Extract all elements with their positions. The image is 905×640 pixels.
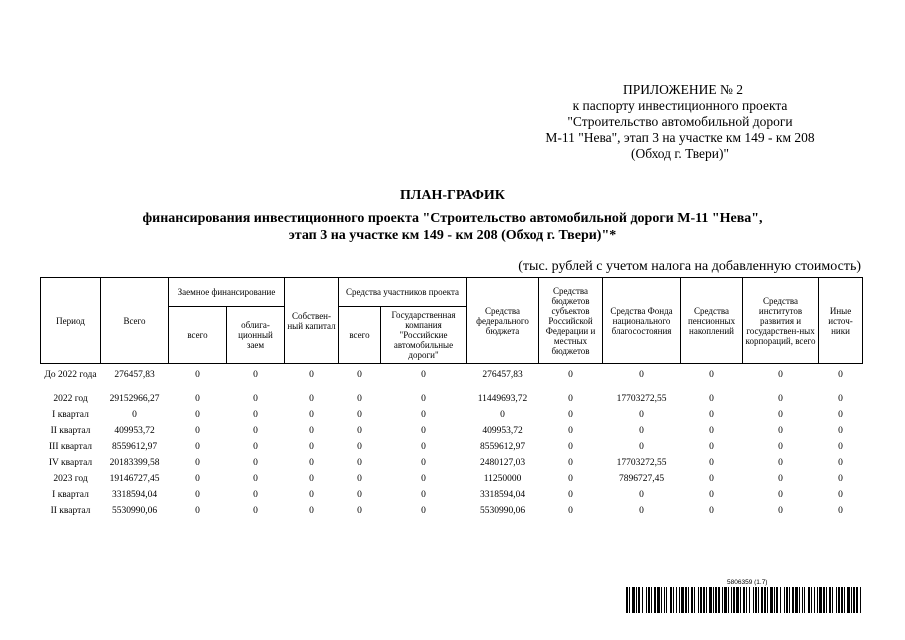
row-value-cell: 0 (253, 410, 258, 420)
barcode-bar (851, 587, 852, 613)
barcode-bar (784, 587, 785, 613)
row-value-cell: 0 (838, 370, 843, 380)
barcode-bar (722, 587, 723, 613)
barcode-bar (709, 587, 712, 613)
barcode-bar (736, 587, 739, 613)
barcode-bar (786, 587, 788, 613)
row-period-cell: 2022 год (53, 394, 88, 404)
header-debt-total: всего (169, 307, 227, 364)
table-row (41, 410, 863, 426)
barcode-bar (679, 587, 680, 613)
barcode-bar (646, 587, 647, 613)
row-value-cell: 0 (195, 410, 200, 420)
row-value-cell: 409953,72 (114, 426, 155, 436)
header-other: Иные источ-ники (819, 278, 863, 364)
row-value-cell: 0 (778, 506, 783, 516)
barcode-bar (829, 587, 831, 613)
barcode-bar (758, 587, 759, 613)
row-value-cell: 3318594,04 (111, 490, 158, 500)
row-value-cell: 0 (357, 442, 362, 452)
barcode-bar (817, 587, 818, 613)
barcode-bar (740, 587, 741, 613)
barcode-bar (642, 587, 643, 613)
financing-table (40, 277, 863, 522)
row-value-cell: 0 (778, 426, 783, 436)
row-period-cell: IV квартал (48, 458, 93, 468)
header-state-company: Государственная компания "Российские автомобильные дороги" (381, 307, 467, 364)
row-value-cell: 0 (778, 458, 783, 468)
row-value-cell: 0 (309, 370, 314, 380)
row-value-cell: 11250000 (483, 474, 522, 484)
barcode-bar (832, 587, 833, 613)
row-value-cell: 0 (195, 458, 200, 468)
barcode-bar (676, 587, 677, 613)
row-value-cell: 0 (421, 490, 426, 500)
barcode-bar (703, 587, 705, 613)
barcode-bar (715, 587, 717, 613)
row-value-cell: 0 (838, 410, 843, 420)
row-value-cell: 0 (357, 426, 362, 436)
barcode-bar (814, 587, 815, 613)
header-total: Всего (101, 278, 169, 364)
table-row (41, 364, 863, 395)
row-value-cell: 0 (639, 506, 644, 516)
row-value-cell: 7896727,45 (618, 474, 665, 484)
row-value-cell: 8559612,97 (479, 442, 526, 452)
barcode-bar (670, 587, 672, 613)
appendix-line: М-11 "Нева", этап 3 на участке км 149 - км 208 (545, 130, 815, 145)
barcode-bar (860, 587, 861, 613)
barcode-bar (700, 587, 702, 613)
row-value-cell: 0 (838, 474, 843, 484)
row-value-cell: 0 (195, 474, 200, 484)
row-value-cell: 0 (195, 370, 200, 380)
row-value-cell: 29152966,27 (109, 394, 160, 404)
barcode-bar (823, 587, 825, 613)
row-value-cell: 0 (568, 426, 573, 436)
row-value-cell: 0 (195, 442, 200, 452)
subtitle-line: финансирования инвестиционного проекта "Строительство автомобильной дороги М-11 "Нева", (142, 211, 763, 226)
barcode-bar (654, 587, 656, 613)
row-value-cell: 0 (778, 394, 783, 404)
row-value-cell: 0 (500, 410, 505, 420)
row-value-cell: 0 (709, 490, 714, 500)
header-pension: Средства пенсионных накоплений (681, 278, 743, 364)
row-value-cell: 0 (253, 442, 258, 452)
units-note: (тыс. рублей с учетом налога на добавленную стоимость) (518, 259, 861, 274)
row-value-cell: 0 (357, 474, 362, 484)
barcode-bar (770, 587, 773, 613)
table-row (41, 426, 863, 442)
barcode-bar (774, 587, 775, 613)
row-value-cell: 0 (357, 490, 362, 500)
header-debt-group: Заемное финансирование (169, 278, 285, 307)
row-value-cell: 0 (568, 474, 573, 484)
document-subtitle (60, 210, 845, 244)
barcode-bar (841, 587, 843, 613)
row-value-cell: 0 (639, 490, 644, 500)
row-value-cell: 17703272,55 (616, 394, 667, 404)
barcode-bar (688, 587, 689, 613)
table-row (41, 474, 863, 490)
row-value-cell: 0 (709, 458, 714, 468)
barcode-icon (626, 587, 862, 613)
subtitle-line: этап 3 на участке км 149 - км 208 (Обход г. Твери)"* (288, 228, 617, 243)
row-value-cell: 0 (568, 410, 573, 420)
row-value-cell: 0 (709, 370, 714, 380)
row-value-cell: 0 (838, 506, 843, 516)
row-value-cell: 0 (253, 490, 258, 500)
table-body (41, 364, 863, 523)
row-value-cell: 276457,83 (114, 370, 155, 380)
barcode-bar (819, 587, 822, 613)
row-value-cell: 0 (357, 458, 362, 468)
barcode-bar (657, 587, 660, 613)
row-value-cell: 0 (253, 370, 258, 380)
barcode-bar (666, 587, 667, 613)
row-value-cell: 5530990,06 (111, 506, 158, 516)
row-value-cell: 409953,72 (482, 426, 523, 436)
barcode-bar (761, 587, 763, 613)
header-period: Период (41, 278, 101, 364)
row-period-cell: II квартал (50, 426, 91, 436)
barcode-bar (755, 587, 757, 613)
header-nwf: Средства Фонда национального благосостояния (603, 278, 681, 364)
row-value-cell: 0 (778, 442, 783, 452)
row-value-cell: 0 (357, 506, 362, 516)
row-value-cell: 0 (421, 458, 426, 468)
row-value-cell: 0 (778, 410, 783, 420)
barcode-bar (728, 587, 729, 613)
row-value-cell: 0 (309, 458, 314, 468)
header-debt-bonds: облига-ционный заем (227, 307, 285, 364)
barcode-bar (636, 587, 637, 613)
header-dev-institutions: Средства институтов развития и государствен-ных корпораций, всего (743, 278, 819, 364)
row-value-cell: 0 (838, 458, 843, 468)
row-value-cell: 0 (421, 506, 426, 516)
barcode-bar (718, 587, 720, 613)
row-value-cell: 0 (421, 426, 426, 436)
row-value-cell: 0 (195, 506, 200, 516)
row-value-cell: 0 (709, 506, 714, 516)
row-period-cell: II квартал (50, 506, 91, 516)
row-value-cell: 0 (309, 394, 314, 404)
barcode-bar (733, 587, 735, 613)
row-value-cell: 0 (357, 410, 362, 420)
barcode-bar (713, 587, 714, 613)
barcode-bar (844, 587, 845, 613)
row-value-cell: 0 (357, 394, 362, 404)
barcode-bar (731, 587, 732, 613)
appendix-line: "Строительство автомобильной дороги (567, 114, 793, 129)
header-federal: Средства федерального бюджета (467, 278, 539, 364)
barcode-bar (826, 587, 827, 613)
row-value-cell: 0 (568, 458, 573, 468)
row-period-cell: 2023 год (53, 474, 88, 484)
barcode-bar (632, 587, 635, 613)
row-value-cell: 17703272,55 (616, 458, 667, 468)
barcode-bar (724, 587, 727, 613)
appendix-heading: ПРИЛОЖЕНИЕ № 2 (622, 82, 744, 97)
row-value-cell: 0 (309, 490, 314, 500)
row-value-cell: 0 (568, 370, 573, 380)
barcode-bar (651, 587, 652, 613)
row-value-cell: 0 (357, 370, 362, 380)
barcode-bar (799, 587, 800, 613)
row-period-cell: I квартал (52, 490, 89, 500)
barcode-bar (685, 587, 687, 613)
appendix-block (480, 82, 880, 162)
row-value-cell: 0 (568, 506, 573, 516)
barcode-bar (804, 587, 805, 613)
barcode-bar (836, 587, 837, 613)
barcode-bar (853, 587, 855, 613)
barcode-bar (648, 587, 650, 613)
header-participants-total: всего (339, 307, 381, 364)
row-value-cell: 0 (709, 394, 714, 404)
table-row (41, 394, 863, 410)
row-value-cell: 0 (778, 490, 783, 500)
row-value-cell: 0 (195, 394, 200, 404)
appendix-line: (Обход г. Твери)" (630, 146, 730, 161)
barcode-bar (673, 587, 674, 613)
barcode-bar (856, 587, 858, 613)
table-row (41, 458, 863, 474)
header-participants-group: Средства участников проекта (339, 278, 467, 307)
row-value-cell: 2480127,03 (479, 458, 526, 468)
row-value-cell: 0 (195, 490, 200, 500)
row-period-cell: До 2022 года (44, 370, 97, 380)
row-value-cell: 0 (253, 458, 258, 468)
row-value-cell: 0 (838, 426, 843, 436)
row-value-cell: 0 (309, 506, 314, 516)
row-value-cell: 19146727,45 (109, 474, 160, 484)
row-value-cell: 8559612,97 (111, 442, 158, 452)
barcode-bar (746, 587, 747, 613)
row-value-cell: 0 (709, 426, 714, 436)
row-value-cell: 0 (421, 442, 426, 452)
barcode-bar (664, 587, 665, 613)
row-value-cell: 0 (253, 426, 258, 436)
row-value-cell: 0 (568, 394, 573, 404)
barcode-bar (847, 587, 850, 613)
table-row (41, 442, 863, 458)
row-value-cell: 0 (838, 442, 843, 452)
header-regional: Средства бюджетов субъектов Российской Федерации и местных бюджетов (539, 278, 603, 364)
row-value-cell: 0 (639, 410, 644, 420)
barcode-bar (743, 587, 745, 613)
barcode-bar (811, 587, 812, 613)
barcode-bar (795, 587, 798, 613)
barcode-bar (681, 587, 684, 613)
barcode-bar (698, 587, 699, 613)
row-value-cell: 0 (838, 394, 843, 404)
barcode-bar (694, 587, 695, 613)
row-value-cell: 0 (778, 474, 783, 484)
barcode-bar (661, 587, 662, 613)
document-number: 5806359 (1.7) (727, 579, 768, 586)
row-value-cell: 0 (778, 370, 783, 380)
barcode-bar (780, 587, 781, 613)
row-value-cell: 0 (639, 442, 644, 452)
barcode-bar (691, 587, 693, 613)
row-value-cell: 11449693,72 (477, 394, 528, 404)
row-value-cell: 0 (639, 426, 644, 436)
row-value-cell: 0 (309, 442, 314, 452)
barcode-bar (792, 587, 794, 613)
row-period-cell: III квартал (49, 442, 92, 452)
barcode-bar (776, 587, 778, 613)
row-value-cell: 0 (709, 410, 714, 420)
barcode-bar (626, 587, 628, 613)
barcode-bar (808, 587, 810, 613)
barcode-bar (767, 587, 768, 613)
header-equity: Собствен-ный капитал (285, 278, 339, 364)
document-title: ПЛАН-ГРАФИК (400, 188, 505, 203)
row-value-cell: 0 (253, 474, 258, 484)
row-value-cell: 0 (195, 426, 200, 436)
row-value-cell: 0 (421, 474, 426, 484)
row-value-cell: 0 (639, 370, 644, 380)
row-value-cell: 0 (709, 442, 714, 452)
appendix-line: к паспорту инвестиционного проекта (572, 98, 788, 113)
barcode-bar (638, 587, 640, 613)
row-value-cell: 0 (838, 490, 843, 500)
row-value-cell: 0 (309, 410, 314, 420)
row-period-cell: I квартал (52, 410, 89, 420)
barcode-bar (802, 587, 803, 613)
row-value-cell: 0 (309, 474, 314, 484)
barcode-bar (749, 587, 750, 613)
row-value-cell: 0 (421, 410, 426, 420)
barcode-bar (838, 587, 840, 613)
barcode-bar (629, 587, 630, 613)
row-value-cell: 3318594,04 (479, 490, 526, 500)
row-value-cell: 0 (253, 506, 258, 516)
barcode-bar (789, 587, 790, 613)
row-value-cell: 0 (253, 394, 258, 404)
barcode-bar (706, 587, 707, 613)
row-value-cell: 20183399,58 (109, 458, 160, 468)
row-value-cell: 276457,83 (482, 370, 523, 380)
table-row (41, 506, 863, 522)
table-row (41, 490, 863, 506)
row-value-cell: 0 (309, 426, 314, 436)
row-value-cell: 0 (568, 442, 573, 452)
barcode-bar (764, 587, 766, 613)
row-value-cell: 5530990,06 (479, 506, 526, 516)
row-value-cell: 0 (132, 410, 137, 420)
row-value-cell: 0 (568, 490, 573, 500)
barcode-bar (753, 587, 754, 613)
row-value-cell: 0 (421, 370, 426, 380)
row-value-cell: 0 (421, 394, 426, 404)
row-value-cell: 0 (709, 474, 714, 484)
